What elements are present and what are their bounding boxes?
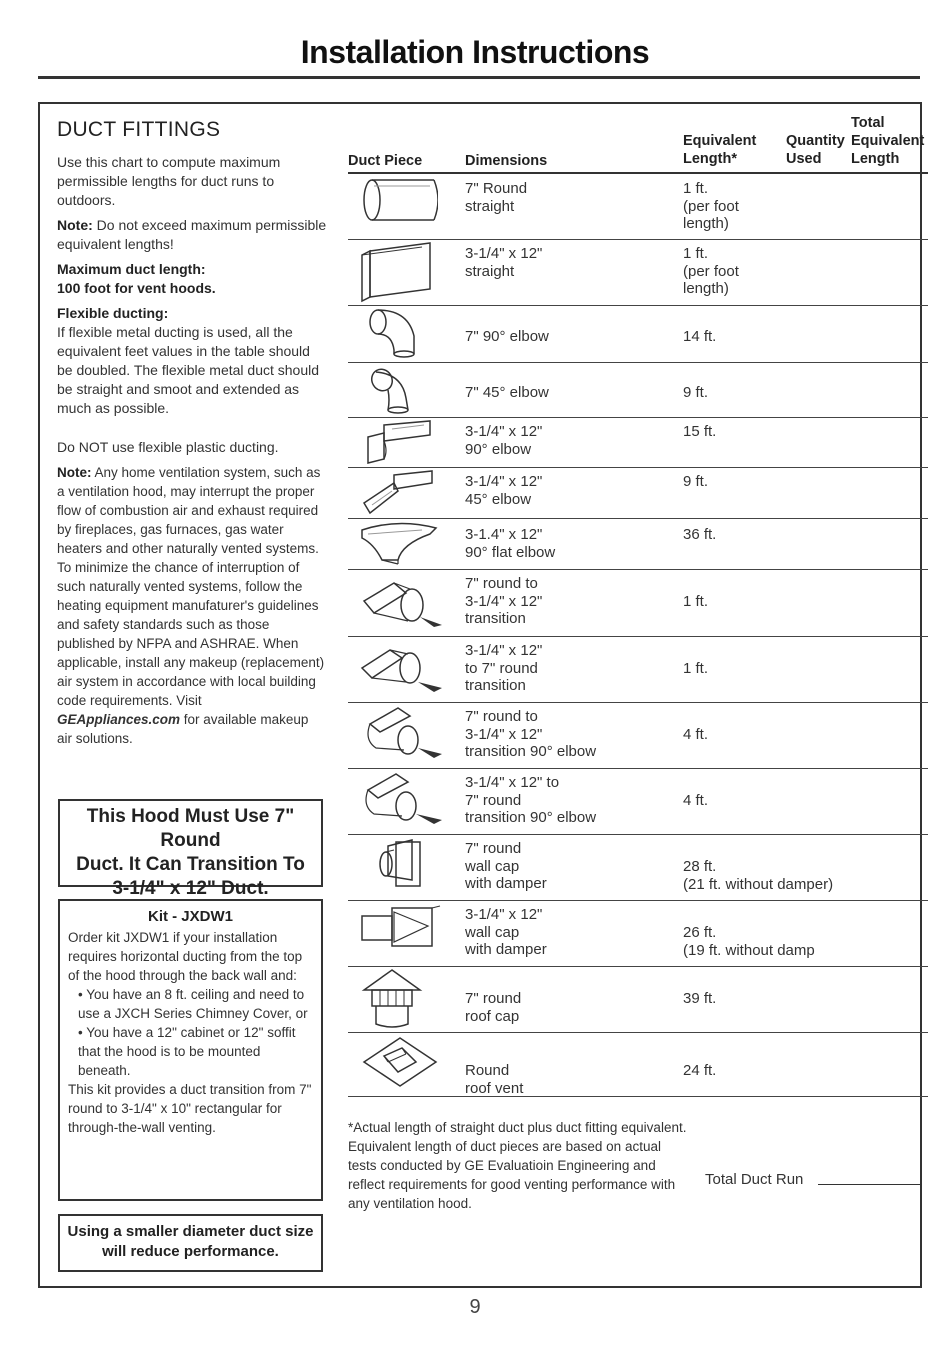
equivalent-cell: 9 ft. [683, 384, 709, 401]
max-length-value: 100 foot for vent hoods. [57, 280, 216, 296]
dimensions-cell: 3-1/4" x 12" 90° elbow [465, 423, 543, 458]
page-title: Installation Instructions [300, 34, 650, 70]
equivalent-cell: 14 ft. [683, 328, 717, 345]
note-label: Note: [57, 217, 93, 233]
dimensions-cell: 7" round roof cap [465, 990, 522, 1025]
warning-line-1: Using a smaller diameter duct size [67, 1223, 314, 1240]
equivalent-cell: 24 ft. [683, 1062, 717, 1079]
intro-text: Use this chart to compute maximum permissible lengths for duct runs to outdoors. [57, 154, 281, 208]
header-rule [348, 172, 928, 174]
row-divider [348, 417, 928, 418]
dimensions-cell: 3-1.4" x 12" 90° flat elbow [465, 526, 556, 561]
rect-to-round-transition-icon [358, 638, 448, 698]
note-text: Any home ventilation system, such as a ventilation hood, may interrupt the proper flow of combustion air and exhaust required by fireplaces, gas furnaces, gas water heaters and other naturally vented systems. To minimize the chance of interruption of such naturally vented systems, follow the heating equipment manufaturer's guidelines and safety standards such as those published by NFPA and ASHRAE. When applicable, install any makeup (replacement) air system in accordance with local building code requirements. Visit [57, 465, 325, 708]
dimensions-cell: 3-1/4" x 12" straight [465, 245, 543, 280]
equivalent-cell: 1 ft. (per foot length) [683, 180, 739, 232]
total-run-blank[interactable] [818, 1184, 922, 1185]
hood-line-3: 3-1/4" x 12" Duct. [112, 878, 269, 899]
rect-straight-duct-icon [358, 241, 438, 303]
row-divider [348, 834, 928, 835]
flex-ducting-text: If flexible metal ducting is used, all the equivalent feet values in the table should be doubled. The flexible metal duct should be straight and smoot and extended as much as possible. [57, 324, 320, 416]
left-column [57, 120, 327, 754]
round-roof-vent-icon [358, 1034, 438, 1088]
dimensions-cell: 3-1/4" x 12" wall cap with damper [465, 906, 547, 958]
ge-link[interactable]: GEAppliances.com [57, 712, 181, 727]
dimensions-cell: Round roof vent [465, 1062, 524, 1097]
rect-to-round-90-transition-icon [358, 770, 448, 830]
equivalent-cell: 36 ft. [683, 526, 717, 543]
kit-title: Kit - JXDW1 [147, 908, 233, 925]
equivalent-cell: 1 ft. [683, 593, 709, 610]
round-to-rect-transition-icon [358, 571, 448, 633]
row-divider [348, 1096, 928, 1097]
performance-warning-box [58, 1214, 323, 1272]
equivalent-cell: 1 ft. [683, 660, 709, 677]
row-divider [348, 305, 928, 306]
equivalent-cell: 28 ft. (21 ft. without damper) [683, 858, 834, 893]
title-rule [38, 76, 920, 79]
round-wall-cap-icon [358, 836, 438, 896]
page-number: 9 [469, 1296, 481, 1318]
row-divider [348, 239, 928, 240]
col-header-total: Total Equivalent Length [851, 115, 925, 167]
note-text: Do not exceed maximum permissible equivalent lengths! [57, 217, 327, 252]
round-90-elbow-icon [358, 306, 428, 358]
equivalent-cell: 4 ft. [683, 792, 709, 809]
note-label: Note: [57, 465, 92, 480]
hood-requirement-box [58, 799, 323, 899]
row-divider [348, 900, 928, 901]
round-roof-cap-icon [358, 968, 428, 1030]
max-length-label: Maximum duct length: [57, 261, 206, 277]
dimensions-cell: 3-1/4" x 12" to 7" round transition 90° elbow [465, 774, 597, 826]
equivalent-cell: 26 ft. (19 ft. without damp [683, 924, 815, 959]
footnote: *Actual length of straight duct plus duct fitting equivalent. Equivalent length of duct pieces are based on actual tests conducted by GE Evaluatioin Engineering and reflect requirements for good venting performance with any ventilation hood. [348, 1120, 687, 1211]
kit-outro: This kit provides a duct transition from 7" round to 3-1/4" x 10" rectangular for through-the-wall venting. [68, 1082, 312, 1135]
round-45-elbow-icon [358, 364, 428, 416]
dimensions-cell: 3-1/4" x 12" 45° elbow [465, 473, 543, 508]
plastic-warning: Do NOT use flexible plastic ducting. [57, 439, 279, 455]
row-divider [348, 768, 928, 769]
rect-45-elbow-icon [358, 469, 438, 515]
equivalent-cell: 15 ft. [683, 423, 717, 440]
row-divider [348, 467, 928, 468]
equivalent-cell: 4 ft. [683, 726, 709, 743]
kit-bullet: • You have an 8 ft. ceiling and need to use a JXCH Series Chimney Cover, or [78, 987, 308, 1021]
row-divider [348, 518, 928, 519]
section-heading: DUCT FITTINGS [57, 118, 221, 141]
col-header-dimensions: Dimensions [465, 153, 548, 169]
row-divider [348, 702, 928, 703]
row-divider [348, 569, 928, 570]
row-divider [348, 1032, 928, 1033]
kit-box [58, 899, 323, 1201]
rect-wall-cap-icon [358, 902, 448, 952]
hood-line-2: Duct. It Can Transition To [76, 854, 305, 875]
note-equivalent [57, 216, 327, 254]
total-run-label: Total Duct Run [705, 1171, 804, 1188]
rect-90-flat-elbow-icon [358, 520, 448, 566]
col-header-piece: Duct Piece [348, 153, 423, 169]
round-straight-duct-icon [358, 176, 438, 226]
equivalent-cell: 1 ft. (per foot length) [683, 245, 739, 297]
row-divider [348, 362, 928, 363]
dimensions-cell: 7" 90° elbow [465, 328, 549, 345]
equivalent-cell: 39 ft. [683, 990, 717, 1007]
col-header-equivalent: Equivalent Length* [683, 133, 757, 167]
col-header-quantity: Quantity Used [786, 133, 845, 167]
ventilation-note [57, 463, 327, 748]
hood-line-1: This Hood Must Use 7" Round [86, 806, 295, 851]
dimensions-cell: 7" round to 3-1/4" x 12" transition 90° elbow [465, 708, 597, 760]
dimensions-cell: 7" round to 3-1/4" x 12" transition [465, 575, 543, 627]
kit-bullet: • You have a 12" cabinet or 12" soffit that the hood is to be mounted beneath. [78, 1025, 296, 1078]
round-to-rect-90-transition-icon [358, 704, 448, 764]
row-divider [348, 636, 928, 637]
warning-line-2: will reduce performance. [102, 1243, 279, 1260]
dimensions-cell: 7" round wall cap with damper [465, 840, 547, 892]
kit-intro: Order kit JXDW1 if your installation requires horizontal ducting from the top of the hood through the back wall and: [68, 930, 303, 983]
row-divider [348, 966, 928, 967]
rect-90-elbow-icon [358, 419, 438, 465]
note-tail: for available makeup air solutions. [57, 712, 309, 746]
dimensions-cell: 7" Round straight [465, 180, 528, 215]
flex-ducting-label: Flexible ducting: [57, 305, 169, 321]
dimensions-cell: 3-1/4" x 12" to 7" round transition [465, 642, 543, 694]
equivalent-cell: 9 ft. [683, 473, 709, 490]
dimensions-cell: 7" 45° elbow [465, 384, 549, 401]
